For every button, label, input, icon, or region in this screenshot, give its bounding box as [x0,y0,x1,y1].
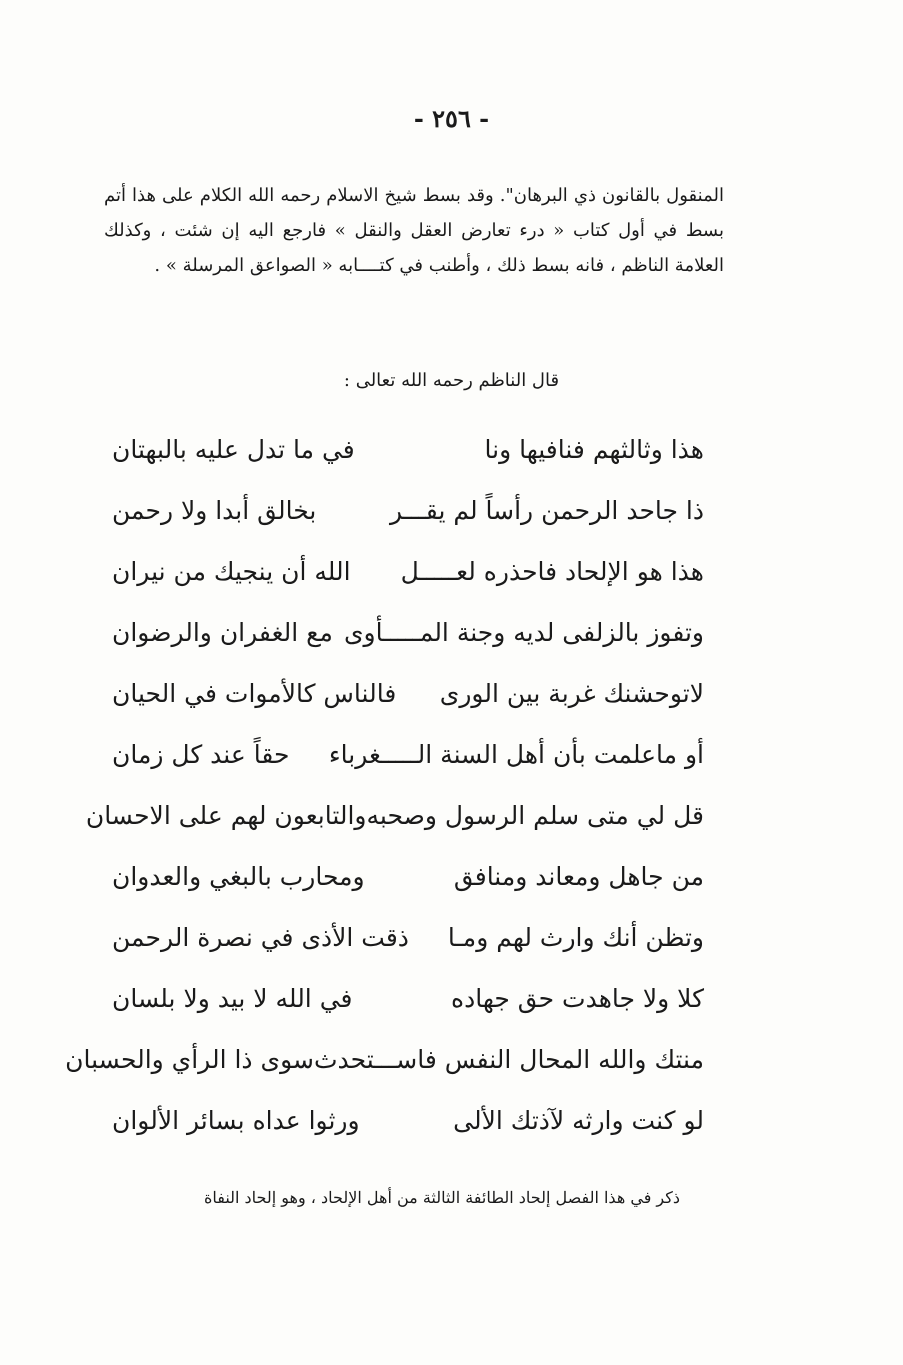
prose-paragraph [104,178,724,283]
first-hemistich: هذا هو الإلحاد فاحذره لعـــــل [400,557,704,586]
second-hemistich: والتابعون لهم على الاحسان [85,801,367,830]
second-hemistich: بخالق أبدا ولا رحمن [112,496,317,525]
first-hemistich: هذا وثالثهم فنافيها ونا [484,435,704,464]
first-hemistich: قل لي متى سلم الرسول وصحبه [366,801,704,830]
first-hemistich: وتفوز بالزلفى لديه وجنة المـــــأوى [343,618,704,647]
verse-line [65,1035,704,1096]
first-hemistich: وتظن أنك وارث لهم ومـا [447,923,704,952]
second-hemistich: ورثوا عداه بسائر الألوان [112,1106,360,1135]
second-hemistich: في الله لا بيد ولا بلسان [112,984,353,1013]
first-hemistich: لو كنت وارثه لآذتك الألى [453,1106,704,1135]
second-hemistich: في ما تدل عليه بالبهتان [112,435,355,464]
second-hemistich: الله أن ينجيك من نيران [112,557,351,586]
poem [65,425,704,1157]
verse-line [112,974,704,1035]
commentary-line: ذكر في هذا الفصل إلحاد الطائفة الثالثة من أهل الإلحاد ، وهو إلحاد النفاة [203,1188,680,1207]
verse-line [112,547,704,608]
second-hemistich: ومحارب بالبغي والعدوان [112,862,365,891]
first-hemistich: أو ماعلمت بأن أهل السنة الـــــغرباء [328,740,704,769]
verse-line [112,486,704,547]
second-hemistich: فالناس كالأموات في الحيان [112,679,397,708]
second-hemistich: مع الغفران والرضوان [112,618,333,647]
page-number: - ٢٥٦ - [413,104,490,133]
first-hemistich: كلا ولا جاهدت حق جهاده [451,984,704,1013]
first-hemistich: ذا جاحد الرحمن رأساً لم يقـــر [390,496,704,525]
verse-line [112,730,704,791]
verse-line [112,852,704,913]
verse-line [85,791,704,852]
second-hemistich: سوى ذا الرأي والحسبان [65,1045,314,1074]
verse-line [112,608,704,669]
prose-text: المنقول بالقانون ذي البرهان". وقد بسط شيخ الاسلام رحمه الله الكلام على هذا أتم بسط في أول كتاب « درء تعارض العقل والنقل » فارجع اليه إن شئت ، وكذلك العلامة الناظم ، فانه بسط ذلك ، وأطنب في كتــــابه « الصواعق المرسلة » . [104,185,724,276]
second-hemistich: ذقت الأذى في نصرة الرحمن [112,923,409,952]
verse-line [112,425,704,486]
first-hemistich: من جاهل ومعاند ومنافق [453,862,704,891]
second-hemistich: حقاً عند كل زمان [112,740,290,769]
first-hemistich: منتك والله المحال النفس فاســـتحدث [313,1045,704,1074]
verse-line [112,669,704,730]
verse-line [112,1096,704,1157]
first-hemistich: لاتوحشنك غربة بين الورى [439,679,704,708]
verse-line [112,913,704,974]
poem-heading: قال الناظم رحمه الله تعالى : [343,370,560,391]
